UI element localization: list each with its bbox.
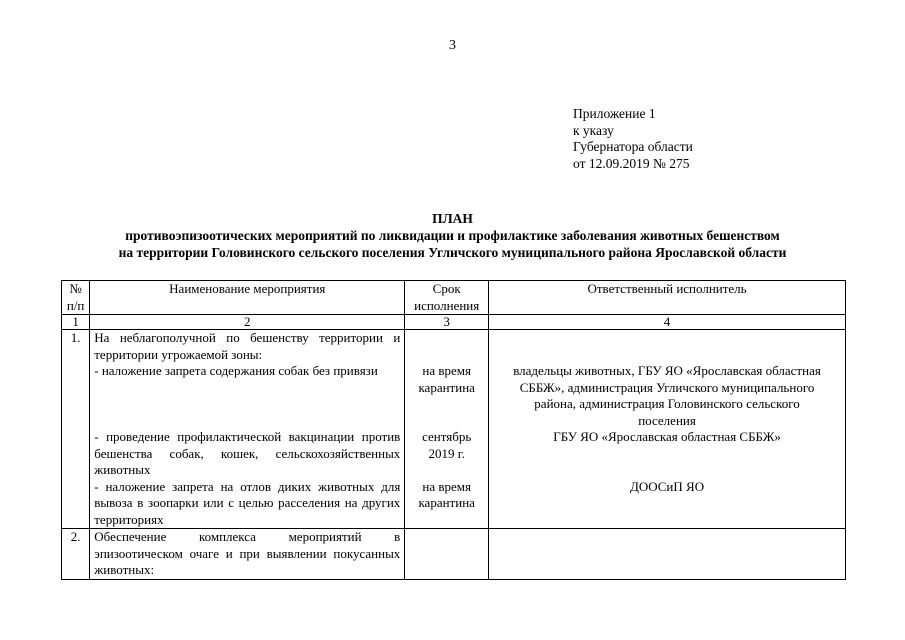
item-exec: ГБУ ЯО «Ярославская областная СББЖ»: [553, 429, 781, 444]
appendix-date-line: от 12.09.2019 № 275: [573, 155, 690, 171]
row-term: [405, 330, 489, 529]
page-number: 3: [449, 38, 456, 53]
document-title: [0, 210, 905, 261]
plan-table: [61, 280, 846, 580]
row-name: [90, 330, 405, 529]
appendix-line: к указу: [573, 122, 614, 138]
row-term: [405, 529, 489, 580]
header-name: Наименование мероприятия: [90, 281, 405, 315]
row-exec: [489, 330, 846, 529]
title-subheading: противоэпизоотических мероприятий по ликвидации и профилактике заболевания животных бешенством: [125, 228, 780, 243]
index-cell: 3: [405, 315, 489, 330]
item-exec: ДООСиП ЯО: [629, 478, 705, 494]
item-name: - проведение профилактической вакцинации против бешенства собак, кошек, сельскохозяйственных животных: [94, 429, 401, 477]
table-header-row: [62, 281, 846, 315]
header-exec: Ответственный исполнитель: [489, 281, 846, 315]
header-term: Срок исполнения: [405, 281, 489, 315]
header-num: № п/п: [62, 281, 90, 315]
appendix-block: [573, 106, 693, 172]
table-row: [62, 330, 846, 529]
index-cell: 4: [489, 315, 846, 330]
title-subheading: на территории Головинского сельского поселения Угличского муниципального района Ярославской области: [118, 245, 787, 260]
item-term: на время карантина: [418, 478, 475, 510]
index-cell: 2: [90, 315, 405, 330]
row-intro: На неблагополучной по бешенству территории и территории угрожаемой зоны:: [94, 330, 401, 362]
row-num: 1.: [62, 330, 90, 529]
row-name: Обеспечение комплекса мероприятий в эпизоотическом очаге и при выявлении покусанных животных:: [90, 529, 405, 580]
item-name: - наложение запрета на отлов диких животных для вывоза в зоопарки или с целью расселения на других территориях: [94, 478, 401, 527]
appendix-line: Губернатора области: [573, 139, 693, 154]
table-row: [62, 529, 846, 580]
title-heading: ПЛАН: [432, 211, 473, 226]
table-index-row: [62, 315, 846, 330]
item-name: - наложение запрета содержания собак без привязи: [94, 363, 378, 378]
row-exec: [489, 529, 846, 580]
item-exec: владельцы животных, ГБУ ЯО «Ярославская областная СББЖ», администрация Угличского муниципального района, администрация Головинского сельского поселения: [513, 363, 821, 428]
index-cell: 1: [62, 315, 90, 330]
item-term: на время карантина: [418, 363, 475, 395]
item-term: сентябрь 2019 г.: [422, 429, 472, 461]
row-num: 2.: [62, 529, 90, 580]
appendix-line: Приложение 1: [573, 106, 656, 121]
